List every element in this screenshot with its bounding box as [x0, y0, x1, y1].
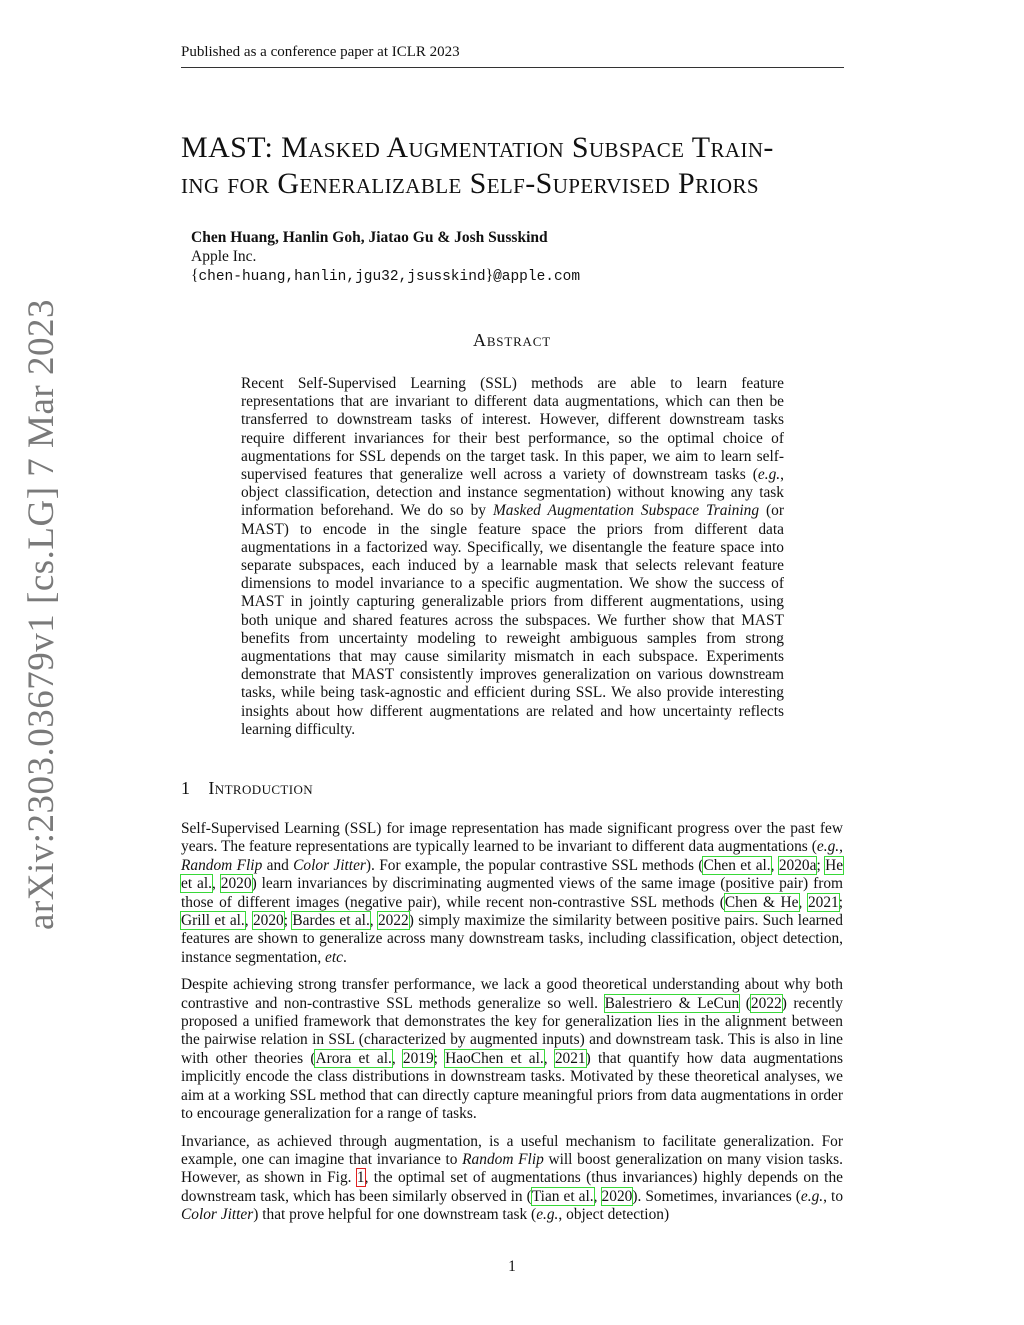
title-line-2: ing for Generalizable Self-Supervised Priors	[181, 167, 759, 200]
title-line-1: MAST: Masked Augmentation Subspace Train-	[181, 131, 774, 164]
italic-span: Color Jitter	[293, 856, 366, 874]
text-span: ). Sometimes, invariances (	[632, 1187, 801, 1205]
text-span: ). For example, the popular contrastive SSL methods (	[365, 856, 704, 874]
text-span: will boost generalization on many vision tasks. However, as shown in Fig.	[181, 1150, 843, 1187]
citation-link[interactable]: HaoChen et al.	[445, 1049, 544, 1067]
section-title: Introduction	[208, 778, 314, 798]
text-span: ,	[244, 912, 253, 930]
intro-paragraph-2	[181, 976, 843, 1123]
text-span: ,	[543, 1049, 555, 1067]
text-span: ;	[433, 1049, 446, 1067]
citation-link[interactable]: Chen et al.	[703, 856, 771, 874]
text-span: ,	[212, 875, 221, 893]
text-span: Despite achieving strong transfer performance, we lack a good theoretical understanding about why both contrastive and non-contrastive SSL methods generalize so well.	[181, 976, 843, 1012]
text-span: , object detection)	[558, 1206, 670, 1224]
text-span: , to	[823, 1187, 844, 1205]
citation-year-link[interactable]: 2020a	[778, 856, 817, 874]
email-brace-open: {	[191, 267, 199, 284]
text-span: ,	[369, 912, 378, 930]
citation-link[interactable]: Tian et al.	[531, 1187, 594, 1205]
italic-span: e.g.	[536, 1206, 559, 1224]
email-users: chen-huang,hanlin,jgu32,jsusskind	[198, 269, 486, 285]
arxiv-stamp: arXiv:2303.03679v1 [cs.LG] 7 Mar 2023	[21, 299, 62, 930]
abstract-text	[241, 375, 784, 739]
citation-year-link[interactable]: 2022	[377, 912, 409, 930]
citation-year-link[interactable]: 2021	[554, 1049, 586, 1067]
italic-span: Random Flip	[181, 856, 263, 874]
abstract-span: Recent Self-Supervised Learning (SSL) methods are able to learn feature representations that are invariant to different data augmentations, which can then be transferred to downstream tasks of interest. However, different downstream tasks require different invariances for their best performance, so the optimal choice of augmentations for SSL depends on the target task. In this paper, we aim to learn self-supervised features that generalize well across a variety of downstream tasks (	[241, 375, 784, 484]
text-span: ) simply maximize the similarity between positive pairs. Such learned features are shown to generalize across many downstream tasks, including classification, object detection, instance segmentation,	[181, 912, 843, 966]
italic-span: Color Jitter	[181, 1206, 254, 1224]
running-header: Published as a conference paper at ICLR 2023	[181, 44, 844, 68]
paper-title	[181, 130, 851, 202]
text-span: ,	[839, 838, 843, 856]
author-emails[interactable]	[191, 266, 580, 287]
citation-year-link[interactable]: 2020	[220, 875, 252, 893]
text-span: ) recently proposed a unified framework that demonstrates the key for generalization lies in the alignment between the pairwise relation in SSL (characterized by augmented inputs) and downstream task. This is also in line with other theories (	[181, 994, 843, 1067]
text-span: ,	[391, 1049, 403, 1067]
citation-link[interactable]: Balestriero & LeCun	[604, 994, 740, 1012]
text-span: .	[343, 948, 347, 966]
intro-paragraph-3	[181, 1133, 843, 1225]
italic-span: etc	[325, 948, 343, 966]
citation-year-link[interactable]: 2019	[402, 1049, 434, 1067]
citation-year-link[interactable]: 2020	[252, 912, 284, 930]
text-span: Self-Supervised Learning (SSL) for image representation has made significant progress over the past few years. The feature representations are typically learned to be invariant to different data augmentations (	[181, 820, 843, 856]
page-number: 1	[508, 1258, 516, 1275]
text-span: ;	[816, 856, 826, 874]
author-block	[191, 228, 580, 287]
text-span: ;	[838, 893, 843, 911]
text-span: Invariance, as achieved through augmentation, is a useful mechanism to facilitate generalization. For example, one can imagine that invariance to	[181, 1132, 843, 1168]
section-heading	[181, 778, 313, 799]
italic-span: e.g.	[816, 838, 840, 856]
citation-link[interactable]: Chen & He	[724, 893, 799, 911]
text-span: ) that prove helpful for one downstream task (	[253, 1206, 537, 1224]
abstract-heading: Abstract	[473, 330, 551, 350]
citation-year-link[interactable]: 2021	[807, 893, 839, 911]
citation-year-link[interactable]: 2020	[601, 1187, 633, 1205]
italic-span: Random Flip	[462, 1150, 544, 1168]
text-span: ,	[770, 856, 779, 874]
method-name: Masked Augmentation Subspace Training	[492, 502, 760, 520]
figure-ref-link[interactable]: 1	[356, 1169, 365, 1187]
text-span: ;	[283, 912, 293, 930]
text-span: , the optimal set of augmentations (thus invariances) highly depends on the downstream task, which has been similarly observed in (	[181, 1169, 843, 1205]
affiliation: Apple Inc.	[191, 248, 257, 265]
abstract-span: (or MAST) to encode in the single feature space the priors from different data augmentations in a factorized way. Specifically, we disentangle the feature space into separate subspaces, each induced by a learnable mask that selects relevant feature dimensions to model invariance to a specific augmentation. We show the success of MAST in jointly capturing generalizable priors from different augmentations, using both unique and shared features across the subspaces. We further show that MAST benefits from uncertainty modeling to reweight ambiguous samples from strong augmentations that may cause similarity mismatch in each subspace. Experiments demonstrate that MAST consistently improves generalization on various downstream tasks, while being task-agnostic and efficient during SSL. We also provide interesting insights about how different augmentations are related and how uncertainty reflects learning difficulty.	[241, 502, 784, 738]
citation-link[interactable]: Grill et al.	[181, 912, 245, 930]
abstract-eg: e.g.	[757, 466, 781, 484]
text-span: ) that quantify how data augmentations implicitly encode the class distributions in downstream tasks. Motivated by these theoretical analyses, we aim at a working SSL method that can directly capture meaningful priors from data augmentations in order to encourage generalization for a range of tasks.	[181, 1049, 844, 1123]
citation-link[interactable]: He et al.	[181, 856, 844, 893]
abstract-span: , object classification, detection and instance segmentation) without knowing any task information beforehand. We do so by	[241, 466, 784, 520]
email-domain: @apple.com	[493, 269, 581, 285]
intro-paragraph-1	[181, 820, 843, 967]
text-span: ) learn invariances by discriminating augmented views of the same image (positive pair) from those of different images (negative pair), while recent non-contrastive SSL methods (	[181, 875, 843, 911]
citation-link[interactable]: Bardes et al.	[292, 912, 370, 930]
italic-span: e.g.	[800, 1187, 824, 1205]
text-span: ,	[593, 1187, 602, 1205]
text-span: and	[262, 856, 294, 874]
section-number: 1	[181, 778, 191, 798]
introduction-body	[181, 820, 843, 1234]
text-span: (	[739, 994, 751, 1012]
author-names: Chen Huang, Hanlin Goh, Jiatao Gu & Josh Susskind	[191, 229, 548, 246]
text-span: ,	[798, 893, 808, 911]
citation-year-link[interactable]: 2022	[750, 994, 782, 1012]
citation-link[interactable]: Arora et al.	[315, 1049, 392, 1067]
email-brace-close: }	[485, 267, 494, 284]
